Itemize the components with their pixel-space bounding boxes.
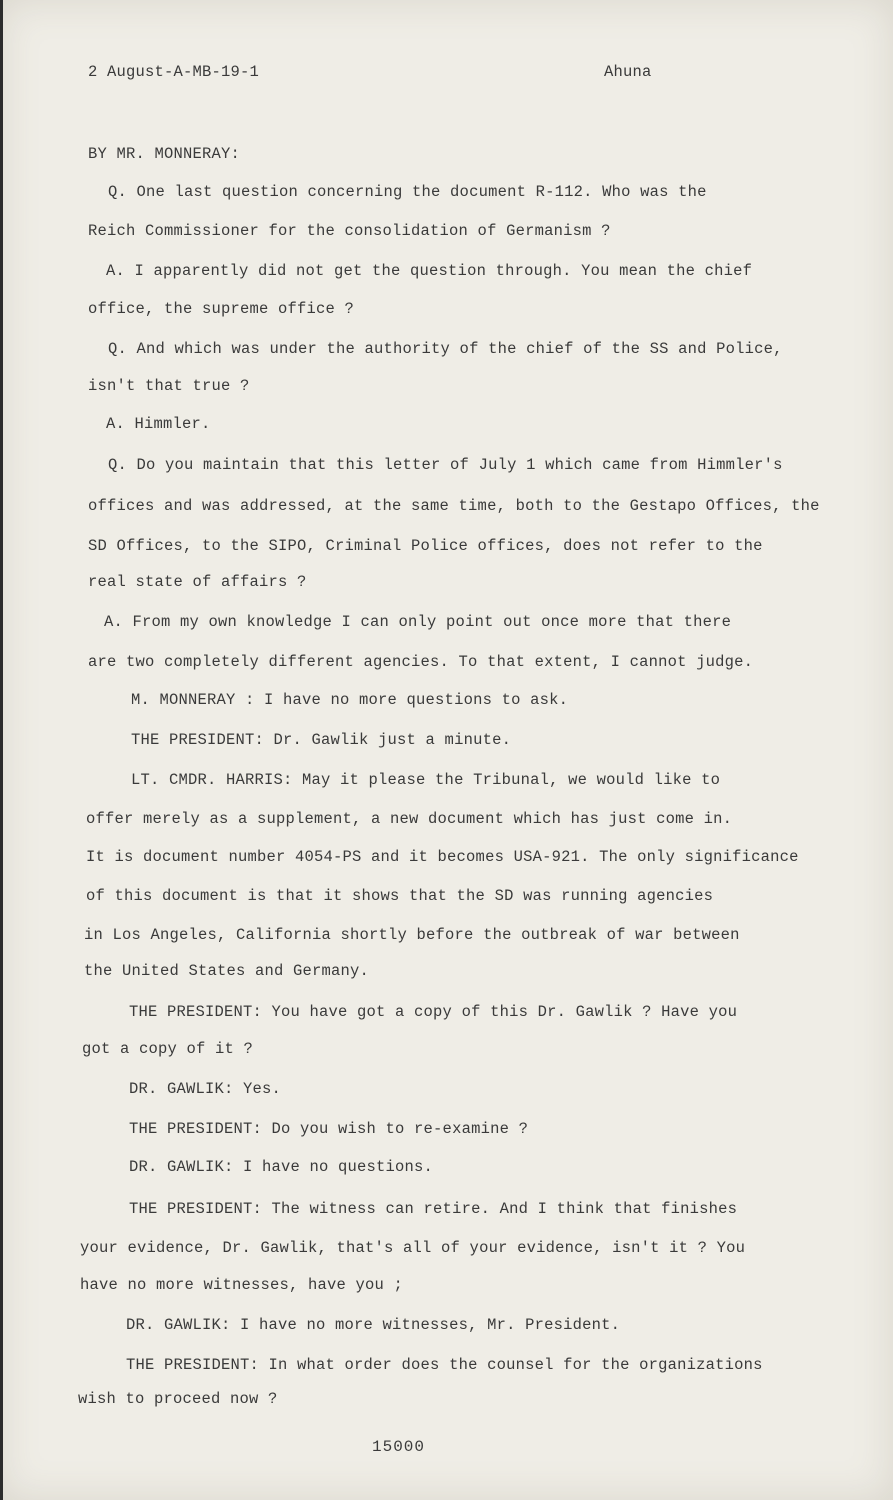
transcript-line: THE PRESIDENT: In what order does the counsel for the organizations — [50, 1356, 763, 1374]
transcript-line: SD Offices, to the SIPO, Criminal Police offices, does not refer to the — [88, 537, 763, 555]
header-reference: 2 August-A-MB-19-1 — [88, 63, 260, 81]
transcript-line: in Los Angeles, California shortly before the outbreak of war between — [84, 926, 740, 944]
transcript-line: M. MONNERAY : I have no more questions to ask. — [55, 691, 569, 709]
transcript-line: THE PRESIDENT: You have got a copy of this Dr. Gawlik ? Have you — [53, 1003, 738, 1021]
transcript-line: offices and was addressed, at the same time, both to the Gestapo Offices, the — [88, 497, 820, 515]
transcript-line: your evidence, Dr. Gawlik, that's all of your evidence, isn't it ? You — [80, 1239, 746, 1257]
transcript-line: A. Himmler. — [68, 415, 211, 433]
transcript-line: THE PRESIDENT: Dr. Gawlik just a minute. — [55, 731, 512, 749]
transcript-line: the United States and Germany. — [84, 962, 370, 980]
transcript-line: Reich Commissioner for the consolidation of Germanism ? — [88, 222, 611, 240]
transcript-line: Q. One last question concerning the document R-112. Who was the — [70, 183, 707, 201]
transcript-line: A. I apparently did not get the question through. You mean the chief — [68, 262, 753, 280]
transcript-line: DR. GAWLIK: I have no questions. — [53, 1158, 434, 1176]
transcript-line: THE PRESIDENT: The witness can retire. And I think that finishes — [53, 1200, 738, 1218]
transcript-line: THE PRESIDENT: Do you wish to re-examine ? — [53, 1120, 529, 1138]
transcript-line: of this document is that it shows that the SD was running agencies — [86, 887, 714, 905]
transcript-line: got a copy of it ? — [82, 1040, 254, 1058]
transcript-line: DR. GAWLIK: I have no more witnesses, Mr. President. — [50, 1316, 621, 1334]
page-number: 15000 — [372, 1438, 426, 1456]
transcript-line: isn't that true ? — [88, 377, 250, 395]
transcript-line: It is document number 4054-PS and it becomes USA-921. The only significance — [86, 848, 799, 866]
page-edge-binding — [0, 0, 3, 1500]
transcript-line: Q. And which was under the authority of the chief of the SS and Police, — [70, 340, 783, 358]
transcript-line: A. From my own knowledge I can only point out once more that there — [66, 613, 732, 631]
transcript-line: Q. Do you maintain that this letter of July 1 which came from Himmler's — [70, 456, 783, 474]
header-reporter: Ahuna — [604, 63, 652, 81]
examiner-heading: BY MR. MONNERAY: — [88, 145, 241, 163]
transcript-line: have no more witnesses, have you ; — [80, 1276, 404, 1294]
transcript-line: are two completely different agencies. To that extent, I cannot judge. — [88, 653, 754, 671]
transcript-line: DR. GAWLIK: Yes. — [53, 1080, 282, 1098]
transcript-line: LT. CMDR. HARRIS: May it please the Tribunal, we would like to — [55, 771, 721, 789]
transcript-line: wish to proceed now ? — [78, 1390, 278, 1408]
transcript-line: office, the supreme office ? — [88, 300, 355, 318]
transcript-line: offer merely as a supplement, a new document which has just come in. — [86, 810, 733, 828]
transcript-line: real state of affairs ? — [88, 573, 307, 591]
